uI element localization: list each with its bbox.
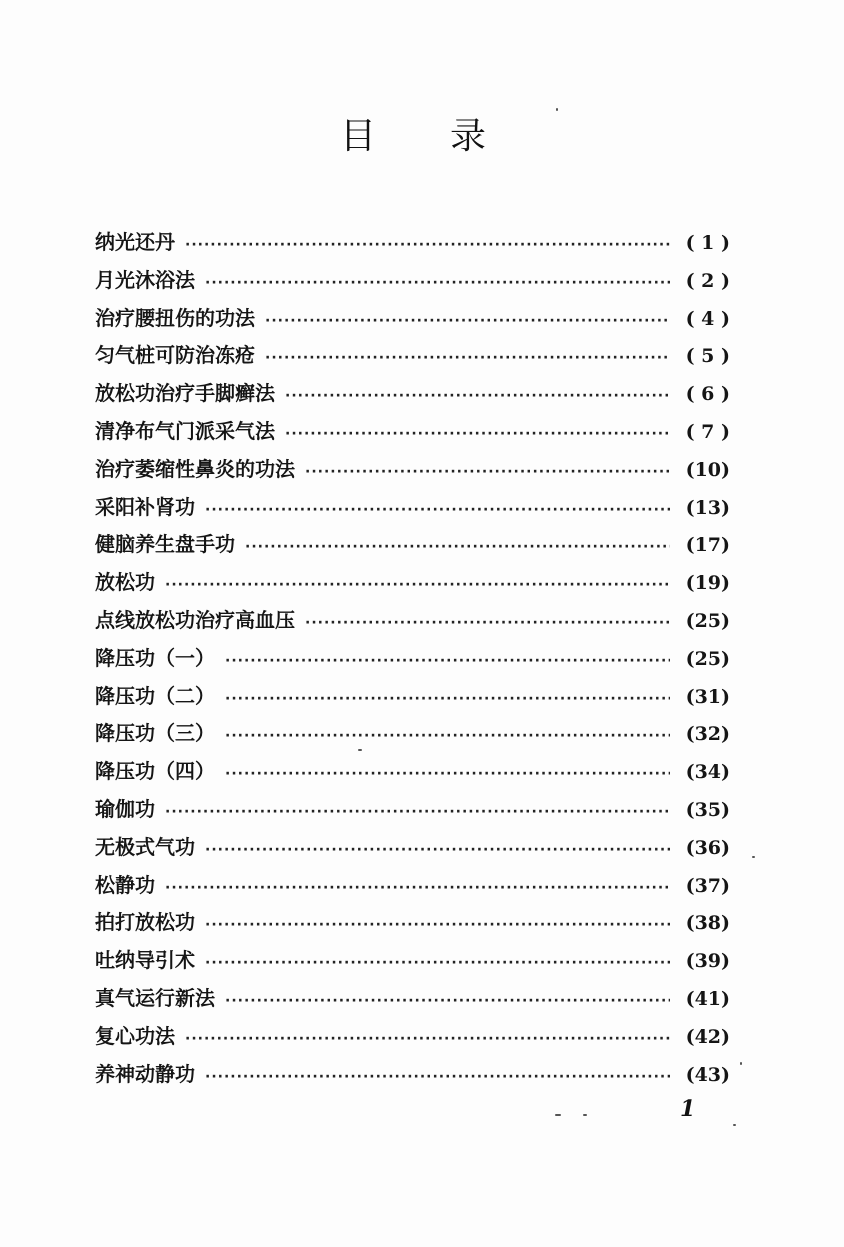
- toc-entry-title: 点线放松功治疗高血压: [95, 607, 295, 632]
- toc-entry-title: 放松功: [95, 570, 155, 595]
- toc-entry-title: 清净布气门派采气法: [95, 418, 275, 443]
- toc-leader-dots: [165, 804, 670, 820]
- toc-entry-page: (10): [685, 458, 730, 481]
- scan-speck: [740, 1062, 742, 1065]
- toc-entry-page: ( 4 ): [685, 307, 730, 330]
- title-char-2: 录: [450, 116, 487, 157]
- toc-leader-dots: [285, 426, 670, 442]
- toc-entry: [95, 831, 730, 869]
- toc-entry-page: (25): [685, 609, 730, 632]
- toc-leader-dots: [225, 993, 670, 1009]
- toc-entry-title: 治疗腰扭伤的功法: [95, 305, 255, 330]
- toc-entry-title: 复心功法: [95, 1023, 175, 1048]
- toc-entry-page: (34): [685, 761, 730, 784]
- toc-entry-title: 无极式气功: [95, 834, 195, 859]
- toc-entry-page: (31): [685, 685, 730, 708]
- toc-entry: [95, 793, 730, 831]
- toc-entry-title: 治疗萎缩性鼻炎的功法: [95, 456, 295, 481]
- toc-entry: [95, 680, 730, 718]
- toc-leader-dots: [305, 464, 670, 480]
- toc-entry-title: 降压功（四）: [95, 759, 215, 784]
- toc-entry-title: 真气运行新法: [95, 985, 215, 1010]
- scan-speck: [556, 108, 558, 111]
- toc-entry-page: (19): [685, 572, 730, 595]
- toc-leader-dots: [225, 766, 670, 782]
- toc-entry: [95, 944, 730, 982]
- toc-leader-dots: [265, 350, 670, 366]
- toc-entry: [95, 491, 730, 529]
- toc-entry: [95, 869, 730, 907]
- toc-entry-page: (25): [685, 647, 730, 670]
- toc-entry-page: (37): [685, 874, 730, 897]
- toc-entry-page: ( 6 ): [685, 383, 730, 406]
- toc-entry-page: (38): [685, 912, 730, 935]
- scan-speck: [583, 1114, 587, 1116]
- toc-entry: [95, 1058, 730, 1096]
- toc-entry: [95, 377, 730, 415]
- toc-entry-page: ( 1 ): [685, 232, 730, 254]
- toc-entry-title: 降压功（一）: [95, 645, 215, 670]
- toc-entry-title: 月光沐浴法: [95, 267, 195, 292]
- toc-entry-page: (43): [685, 1063, 730, 1086]
- toc-leader-dots: [265, 313, 670, 329]
- toc-entry-page: (13): [685, 496, 730, 519]
- toc-entry-page: (39): [685, 950, 730, 973]
- toc-entry-title: 匀气桩可防治冻疮: [95, 343, 255, 368]
- scan-speck: [752, 856, 755, 858]
- toc-entry-title: 放松功治疗手脚癣法: [95, 381, 275, 406]
- toc-leader-dots: [205, 842, 670, 858]
- toc-leader-dots: [165, 577, 670, 593]
- toc-entry-title: 吐纳导引术: [95, 948, 195, 973]
- toc-leader-dots: [225, 691, 670, 707]
- toc-leader-dots: [205, 955, 670, 971]
- toc-entry-page: ( 7 ): [685, 420, 730, 443]
- toc-entry: [95, 415, 730, 453]
- toc-entry: [95, 264, 730, 302]
- toc-leader-dots: [305, 615, 670, 631]
- toc-entry-page: ( 5 ): [685, 345, 730, 368]
- toc-entry: [95, 226, 730, 264]
- toc-entry-page: (17): [685, 534, 730, 557]
- toc-entry: [95, 906, 730, 944]
- toc-entry: [95, 302, 730, 340]
- toc-leader-dots: [225, 728, 670, 744]
- title-char-1: 目: [340, 116, 377, 157]
- toc-entry-title: 瑜伽功: [95, 796, 155, 821]
- toc-entry-page: ( 2 ): [685, 269, 730, 292]
- toc-leader-dots: [285, 388, 670, 404]
- toc-leader-dots: [205, 1069, 670, 1085]
- toc-leader-dots: [225, 653, 670, 669]
- toc-entry-page: (41): [685, 987, 730, 1010]
- scan-speck: [733, 1124, 736, 1126]
- toc-entry: [95, 339, 730, 377]
- toc-entry: [95, 982, 730, 1020]
- toc-leader-dots: [185, 1031, 670, 1047]
- scan-speck: [555, 1114, 561, 1116]
- toc-leader-dots: [205, 502, 670, 518]
- toc-leader-dots: [205, 917, 670, 933]
- toc-entry-title: 养神动静功: [95, 1061, 195, 1086]
- toc-entry: [95, 453, 730, 491]
- toc-entry-page: (36): [685, 836, 730, 859]
- toc-entry: [95, 642, 730, 680]
- toc-entry-title: 降压功（二）: [95, 683, 215, 708]
- toc-entry-title: 健脑养生盘手功: [95, 532, 235, 557]
- toc-entry-title: 拍打放松功: [95, 910, 195, 935]
- toc-entry-page: (42): [685, 1025, 730, 1048]
- toc-entry: [95, 566, 730, 604]
- toc-entry-title: 纳光还丹: [95, 230, 175, 254]
- toc-entry-title: 松静功: [95, 872, 155, 897]
- toc-entry: [95, 755, 730, 793]
- toc-entry-title: 采阳补肾功: [95, 494, 195, 519]
- page-number: 1: [680, 1096, 696, 1122]
- toc-entry: [95, 604, 730, 642]
- toc-leader-dots: [185, 237, 670, 253]
- toc-leader-dots: [165, 880, 670, 896]
- toc-entry-title: 降压功（三）: [95, 721, 215, 746]
- toc-entry-page: (32): [685, 723, 730, 746]
- toc-entry: [95, 528, 730, 566]
- table-of-contents: [95, 226, 730, 1095]
- toc-leader-dots: [245, 539, 670, 555]
- toc-entry: [95, 717, 730, 755]
- scan-speck: [358, 749, 362, 751]
- toc-entry: [95, 1020, 730, 1058]
- toc-entry-page: (35): [685, 798, 730, 821]
- toc-leader-dots: [205, 275, 670, 291]
